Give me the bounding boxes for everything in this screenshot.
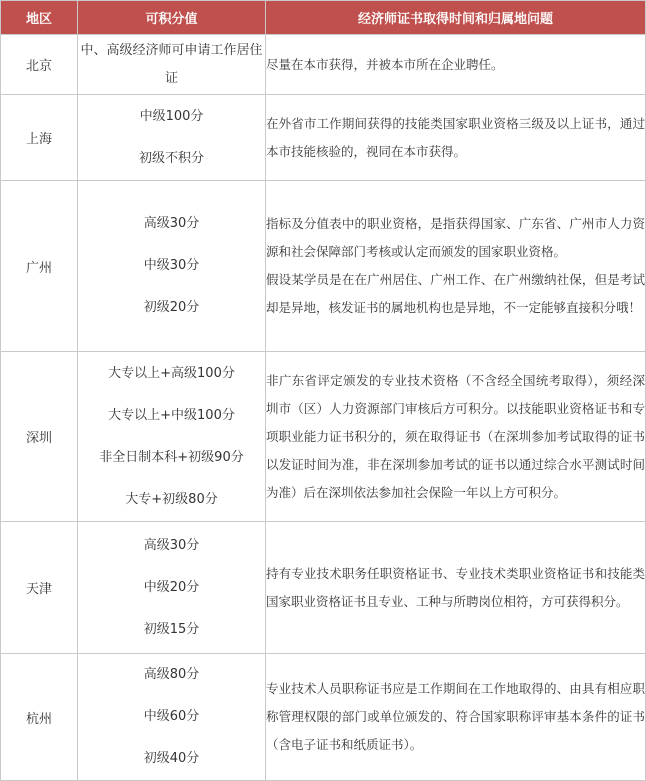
points-item: 高级80分 xyxy=(143,667,200,682)
header-cert-rule: 经济师证书取得时间和归属地问题 xyxy=(266,1,646,35)
points-item: 高级30分 xyxy=(143,216,200,231)
description-text: 尽量在本市获得，并被本市所在企业聘任。 xyxy=(266,56,504,72)
points-item: 大专以上+中级100分 xyxy=(108,407,235,423)
points-cell xyxy=(78,35,266,95)
table-row xyxy=(1,352,646,522)
region-cell: 上海 xyxy=(1,95,78,181)
table-row xyxy=(1,522,646,654)
points-cell xyxy=(78,522,266,654)
table-header-row xyxy=(1,1,646,35)
points-item: 初级不积分 xyxy=(138,150,204,166)
points-item: 中级30分 xyxy=(143,258,200,273)
description-text: 专业技术人员职称证书应是工作期间在工作地取得的、由具有相应职称管理权限的部门或单位颁发的、符合国家职称评审基本条件的证书（含电子证书和纸质证书）。 xyxy=(266,681,645,752)
table-row xyxy=(1,654,646,781)
description-text: 非广东省评定颁发的专业技术资格（不含经全国统考取得），须经深圳市（区）人力资源部门审核后方可积分。以技能职业资格证书和专项职业能力证书积分的，须在取得证书（在深圳参加考试取得的证书以发证时间为准，非在深圳参加考试的证书以通过综合水平测试时间为准）后在深圳依法参加社会保险一年以上方可积分。 xyxy=(266,372,645,500)
points-cell xyxy=(78,95,266,181)
points-item: 中级20分 xyxy=(143,579,200,595)
description-cell xyxy=(266,352,646,522)
description-cell xyxy=(266,95,646,181)
description-text: 假设某学员是在在广州居住、广州工作、在广州缴纳社保，但是考试却是异地，核发证书的属地机构也是异地，不一定能够直接积分哦！ xyxy=(266,272,645,315)
points-item: 初级20分 xyxy=(143,300,200,315)
points-item: 高级30分 xyxy=(143,537,200,553)
description-text: 持有专业技术职务任职资格证书、专业技术类职业资格证书和技能类国家职业资格证书且专业、工种与所聘岗位相符，方可获得积分。 xyxy=(266,565,645,609)
description-cell xyxy=(266,35,646,95)
points-cell xyxy=(78,352,266,522)
points-item: 大专以上+高级100分 xyxy=(108,365,235,381)
description-cell xyxy=(266,181,646,352)
description-cell xyxy=(266,522,646,654)
region-cell: 杭州 xyxy=(1,654,78,781)
description-cell xyxy=(266,654,646,781)
points-item: 初级15分 xyxy=(143,621,200,637)
region-cell: 天津 xyxy=(1,522,78,654)
points-item: 大专+初级80分 xyxy=(125,491,218,507)
header-points: 可积分值 xyxy=(78,1,266,35)
points-item: 非全日制本科+初级90分 xyxy=(99,449,244,465)
table-row xyxy=(1,181,646,352)
table-row xyxy=(1,95,646,181)
points-item: 中级100分 xyxy=(139,108,204,124)
region-cell: 北京 xyxy=(1,35,78,95)
points-cell xyxy=(78,654,266,781)
points-item: 中、高级经济师可申请工作居住证 xyxy=(80,42,263,86)
description-text: 指标及分值表中的职业资格，是指获得国家、广东省、广州市人力资源和社会保障部门考核或认定而颁发的国家职业资格。 xyxy=(266,216,645,259)
points-item: 初级40分 xyxy=(143,751,200,766)
points-item: 中级60分 xyxy=(143,709,200,724)
table-row xyxy=(1,35,646,95)
region-cell: 深圳 xyxy=(1,352,78,522)
points-cell xyxy=(78,181,266,352)
header-region: 地区 xyxy=(1,1,78,35)
description-text: 在外省市工作期间获得的技能类国家职业资格三级及以上证书，通过本市技能核验的，视同在本市获得。 xyxy=(266,115,645,159)
region-cell: 广州 xyxy=(1,181,78,352)
